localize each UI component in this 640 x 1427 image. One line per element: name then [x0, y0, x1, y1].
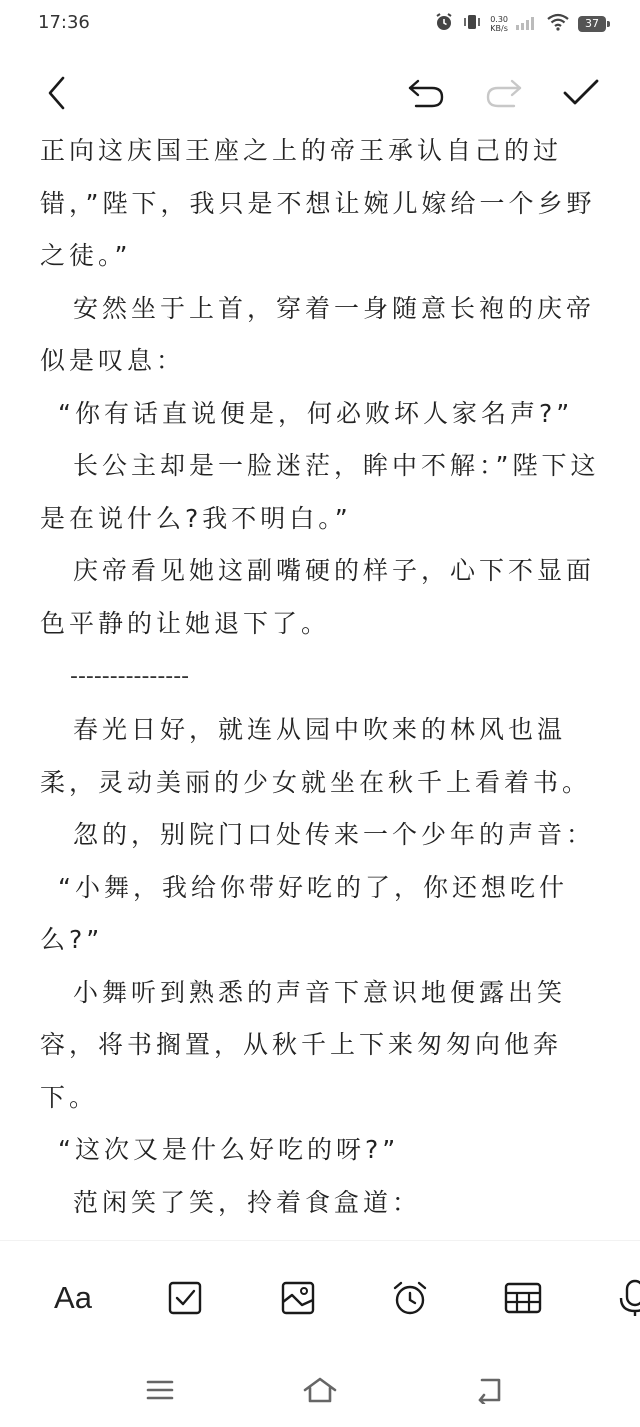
status-bar [0, 0, 640, 48]
font-style-button[interactable] [50, 1275, 96, 1321]
note-paragraph: 春光日好，就连从园中吹来的林风也温柔，灵动美丽的少女就坐在秋千上看着书。 [40, 715, 592, 797]
home-icon [302, 1376, 338, 1404]
checklist-icon [167, 1280, 203, 1316]
menu-button[interactable] [138, 1372, 182, 1408]
image-button[interactable] [275, 1275, 321, 1321]
section-separator: --------------- [70, 664, 190, 689]
note-paragraph: “这次又是什么好吃的呀?” [58, 1135, 400, 1164]
alarm-icon [434, 12, 454, 36]
editor-toolbar [0, 64, 640, 122]
wifi-icon [546, 13, 570, 35]
note-paragraph: “你有话直说便是，何必败坏人家名声?” [58, 398, 574, 428]
redo-button[interactable] [483, 72, 525, 114]
note-paragraph: “小舞，我给你带好吃的了，你还想吃什么?” [40, 872, 568, 954]
chevron-left-icon [45, 75, 69, 111]
home-button[interactable] [298, 1372, 342, 1408]
status-icons [434, 10, 606, 38]
vibrate-icon [462, 12, 482, 36]
note-body[interactable] [40, 125, 610, 1235]
done-button[interactable] [560, 72, 602, 114]
alarm-clock-icon [391, 1279, 429, 1317]
redo-icon [484, 77, 524, 109]
font-style-label: Aa [54, 1280, 92, 1315]
net-speed [490, 15, 508, 33]
table-icon [504, 1281, 542, 1315]
status-time: 17:36 [38, 12, 90, 33]
checklist-button[interactable] [162, 1275, 208, 1321]
net-speed-value: 0.30 [490, 15, 508, 24]
system-back-button[interactable] [466, 1372, 510, 1408]
note-paragraph: 小舞听到熟悉的声音下意识地便露出笑容，将书搁置，从秋千上下来匆匆向他奔下。 [40, 977, 567, 1112]
check-icon [562, 78, 600, 108]
note-paragraph: 安然坐于上首，穿着一身随意长袍的庆帝似是叹息： [40, 293, 596, 375]
undo-icon [406, 77, 446, 109]
image-icon [280, 1280, 316, 1316]
note-paragraph: 正向这庆国王座之上的帝王承认自己的过错，”陛下，我只是不想让婉儿嫁给一个乡野之徒。” [40, 136, 596, 270]
note-paragraph: 忽的，别院门口处传来一个少年的声音： [73, 820, 596, 849]
format-bar [0, 1240, 640, 1351]
note-paragraph: 长公主却是一脸迷茫，眸中不解：”陛下这是在说什么?我不明白。” [40, 451, 600, 533]
signal-icon [516, 15, 538, 34]
menu-icon [145, 1378, 175, 1402]
note-paragraph: 庆帝看见她这副嘴硬的样子，心下不显面色平静的让她退下了。 [40, 556, 596, 638]
reminder-button[interactable] [387, 1275, 433, 1321]
system-nav-bar [0, 1352, 640, 1427]
voice-button[interactable] [612, 1275, 640, 1321]
battery-icon: 37 [578, 16, 606, 32]
table-button[interactable] [500, 1275, 546, 1321]
back-icon [472, 1376, 504, 1404]
note-paragraph: 范闲笑了笑，拎着食盒道： [73, 1187, 422, 1217]
undo-button[interactable] [405, 72, 447, 114]
net-speed-unit: KB/s [490, 24, 508, 33]
back-button[interactable] [36, 72, 78, 114]
microphone-icon [617, 1278, 640, 1318]
